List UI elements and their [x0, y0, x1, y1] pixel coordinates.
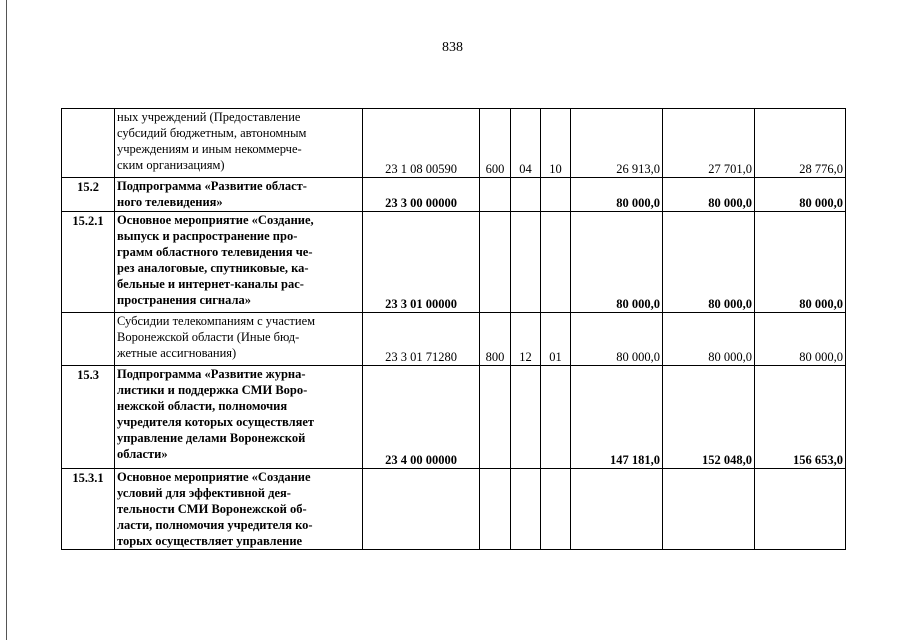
- expense-type: 800: [480, 313, 511, 366]
- row-name-line: управление делами Воронежской: [117, 431, 306, 445]
- section-code: [511, 469, 541, 550]
- section-code: 12: [511, 313, 541, 366]
- section-code: [511, 366, 541, 469]
- row-name: [115, 178, 363, 212]
- subsection-code: [541, 212, 571, 313]
- row-name: [115, 109, 363, 178]
- row-name-line: ским организациям): [117, 158, 225, 172]
- row-name-line: учреждениям и иным некоммерче-: [117, 142, 302, 156]
- amount-year-3: 156 653,0: [755, 366, 846, 469]
- row-name-line: рез аналоговые, спутниковые, ка-: [117, 261, 309, 275]
- budget-code: [363, 469, 480, 550]
- row-name-line: Подпрограмма «Развитие журна-: [117, 367, 306, 381]
- row-name-line: Основное мероприятие «Создание: [117, 470, 311, 484]
- row-name-line: Воронежской области (Иные бюд-: [117, 330, 300, 344]
- amount-year-1: [571, 469, 663, 550]
- amount-year-2: [663, 469, 755, 550]
- row-name-line: Подпрограмма «Развитие област-: [117, 179, 307, 193]
- row-number: 15.2.1: [62, 212, 115, 313]
- amount-year-1: 26 913,0: [571, 109, 663, 178]
- row-number: [62, 313, 115, 366]
- table-row: [62, 313, 846, 366]
- row-name-line: учредителя которых осуществляет: [117, 415, 315, 429]
- expense-type: [480, 366, 511, 469]
- expense-type: [480, 212, 511, 313]
- subsection-code: 01: [541, 313, 571, 366]
- table-row: [62, 178, 846, 212]
- row-name: [115, 313, 363, 366]
- row-name-line: нежской области, полномочия: [117, 399, 288, 413]
- budget-code: 23 3 01 71280: [363, 313, 480, 366]
- section-code: [511, 212, 541, 313]
- row-name-line: тельности СМИ Воронежской об-: [117, 502, 307, 516]
- row-name-line: грамм областного телевидения че-: [117, 245, 313, 259]
- amount-year-2: 27 701,0: [663, 109, 755, 178]
- row-number: [62, 109, 115, 178]
- table-row: [62, 366, 846, 469]
- row-name-line: условий для эффективной дея-: [117, 486, 291, 500]
- page-number: 838: [442, 40, 463, 55]
- row-name-line: Основное мероприятие «Создание,: [117, 213, 314, 227]
- row-name-line: листики и поддержка СМИ Воро-: [117, 383, 308, 397]
- section-code: [511, 178, 541, 212]
- subsection-code: [541, 178, 571, 212]
- expense-type: [480, 178, 511, 212]
- budget-code: 23 4 00 00000: [363, 366, 480, 469]
- amount-year-3: 80 000,0: [755, 212, 846, 313]
- row-name-line: ного телевидения»: [117, 195, 223, 209]
- budget-table: [61, 108, 846, 550]
- amount-year-1: 147 181,0: [571, 366, 663, 469]
- amount-year-3: [755, 469, 846, 550]
- amount-year-2: 80 000,0: [663, 178, 755, 212]
- table-row: [62, 109, 846, 178]
- row-name-line: ных учреждений (Предоставление: [117, 110, 301, 124]
- row-name: [115, 366, 363, 469]
- row-name: [115, 212, 363, 313]
- budget-code: 23 3 00 00000: [363, 178, 480, 212]
- table-row: [62, 212, 846, 313]
- row-name-line: бельные и интернет-каналы рас-: [117, 277, 304, 291]
- amount-year-3: 80 000,0: [755, 178, 846, 212]
- expense-type: 600: [480, 109, 511, 178]
- row-name-line: субсидий бюджетным, автономным: [117, 126, 307, 140]
- row-name-line: Субсидии телекомпаниям с участием: [117, 314, 316, 328]
- row-number: 15.3: [62, 366, 115, 469]
- table-row: [62, 469, 846, 550]
- subsection-code: 10: [541, 109, 571, 178]
- subsection-code: [541, 366, 571, 469]
- amount-year-2: 80 000,0: [663, 313, 755, 366]
- scan-edge-line: [6, 0, 7, 640]
- amount-year-1: 80 000,0: [571, 178, 663, 212]
- amount-year-2: 80 000,0: [663, 212, 755, 313]
- row-name-line: торых осуществляет управление: [117, 534, 303, 548]
- amount-year-3: 28 776,0: [755, 109, 846, 178]
- row-number: 15.2: [62, 178, 115, 212]
- row-name-line: области»: [117, 447, 168, 461]
- budget-code: 23 3 01 00000: [363, 212, 480, 313]
- subsection-code: [541, 469, 571, 550]
- row-number: 15.3.1: [62, 469, 115, 550]
- amount-year-1: 80 000,0: [571, 212, 663, 313]
- amount-year-3: 80 000,0: [755, 313, 846, 366]
- amount-year-1: 80 000,0: [571, 313, 663, 366]
- section-code: 04: [511, 109, 541, 178]
- row-name-line: ласти, полномочия учредителя ко-: [117, 518, 313, 532]
- row-name: [115, 469, 363, 550]
- row-name-line: пространения сигнала»: [117, 293, 251, 307]
- amount-year-2: 152 048,0: [663, 366, 755, 469]
- budget-code: 23 1 08 00590: [363, 109, 480, 178]
- row-name-line: жетные ассигнования): [117, 346, 237, 360]
- expense-type: [480, 469, 511, 550]
- row-name-line: выпуск и распространение про-: [117, 229, 298, 243]
